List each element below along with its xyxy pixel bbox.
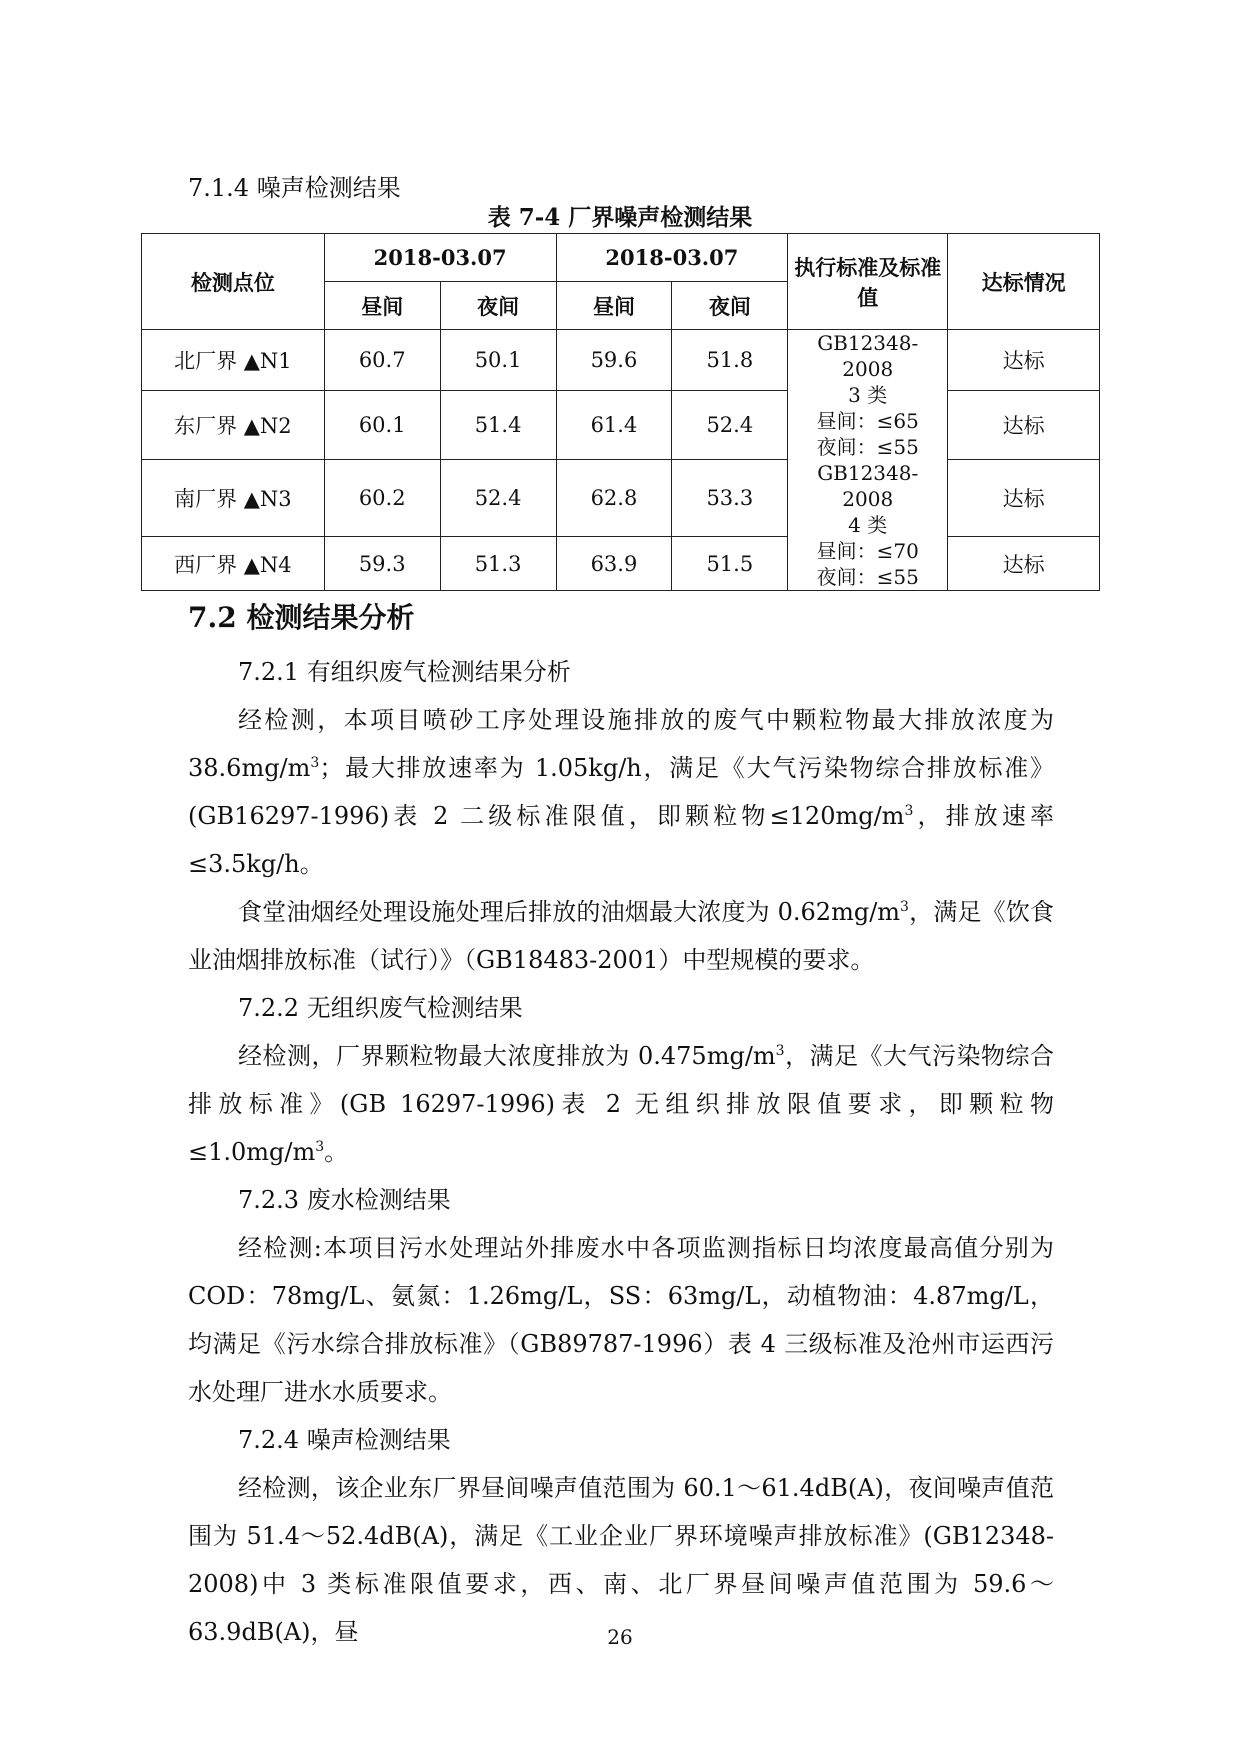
header-day-2: 昼间 [556, 282, 672, 330]
cell-status: 达标 [948, 330, 1100, 391]
header-status: 达标情况 [948, 234, 1100, 330]
cell-value: 62.8 [556, 460, 672, 537]
paragraph-kitchen-fume: 食堂油烟经处理设施处理后排放的油烟最大浓度为 $0.62mg/m^3$，满足《饮食业油烟排放标准（试行）》（GB18483-2001）中型规模的要求。 [188, 898, 1055, 974]
cell-status: 达标 [948, 537, 1100, 591]
cell-value: 63.9 [556, 537, 672, 591]
cell-point: 西厂界 ▲N4 [142, 537, 325, 591]
paragraph-noise: 经检测，该企业东厂界昼间噪声值范围为 60.1～61.4dB(A)，夜间噪声值范围为 51.4～52.4dB(A)，满足《工业企业厂界环境噪声排放标准》(GB12348-2008)中 3 类标准限值要求，西、南、北厂界昼间噪声值范围为 59.6～63.9dB(A)，昼 [188, 1474, 1054, 1646]
cell-point: 南厂界 ▲N3 [142, 460, 325, 537]
paragraph-fugitive-emission: 经检测，厂界颗粒物最大浓度排放为 $0.475mg/m^3$，满足《大气污染物综合排放标准》(GB 16297-1996)表 2 无组织排放限值要求，即颗粒物$\le 1.0mg/m^3$。 [188, 1042, 1055, 1166]
table-caption: 表 7-4 厂界噪声检测结果 [487, 204, 753, 231]
section-heading-7-2: 7.2 检测结果分析 [188, 601, 415, 634]
header-standard: 执行标准及标准值 [788, 234, 948, 330]
table-row [142, 330, 1100, 391]
cell-point: 东厂界 ▲N2 [142, 391, 325, 460]
cell-standard [788, 330, 948, 591]
cell-value: 59.3 [324, 537, 440, 591]
standard-line: 昼间：≤70 [816, 539, 919, 563]
header-date-1: 2018-03.07 [324, 234, 556, 282]
cell-value: 52.4 [440, 460, 556, 537]
standard-line: 夜间：≤55 [816, 435, 919, 459]
table-row [142, 537, 1100, 591]
standard-line: 4 类 [848, 513, 888, 537]
table-row [142, 391, 1100, 460]
table-row [142, 460, 1100, 537]
subsection-heading-7-2-1: 7.2.1 有组织废气检测结果分析 [238, 658, 571, 686]
cell-value: 52.4 [672, 391, 788, 460]
paragraph-organized-emission: 经检测，本项目喷砂工序处理设施排放的废气中颗粒物最大排放浓度为 $38.6mg/m^3$；最大排放速率为 1.05kg/h，满足《大气污染物综合排放标准》(GB16297-1996)表 2 二级标准限值，即颗粒物$\le 120mg/m^3$，排放速率≤3.5kg/h。 [188, 706, 1055, 878]
subsection-heading-7-2-3: 7.2.3 废水检测结果 [238, 1186, 451, 1214]
cell-value: 60.2 [324, 460, 440, 537]
cell-value: 59.6 [556, 330, 672, 391]
cell-status: 达标 [948, 460, 1100, 537]
paragraph-wastewater: 经检测:本项目污水处理站外排废水中各项监测指标日均浓度最高值分别为 COD：78mg/L、氨氮：1.26mg/L，SS：63mg/L，动植物油：4.87mg/L，均满足《污水综合排放标准》（GB89787-1996）表 4 三级标准及沧州市运西污水处理厂进水水质要求。 [188, 1234, 1054, 1406]
header-night-1: 夜间 [440, 282, 556, 330]
cell-status: 达标 [948, 391, 1100, 460]
standard-line: 昼间：≤65 [816, 409, 919, 433]
cell-value: 53.3 [672, 460, 788, 537]
subsection-heading-7-2-2: 7.2.2 无组织废气检测结果 [238, 994, 523, 1022]
standard-line: GB12348-2008 [817, 461, 919, 511]
cell-value: 60.7 [324, 330, 440, 391]
header-day-1: 昼间 [324, 282, 440, 330]
cell-value: 51.3 [440, 537, 556, 591]
cell-value: 51.8 [672, 330, 788, 391]
cell-point: 北厂界 ▲N1 [142, 330, 325, 391]
subsection-heading-7-2-4: 7.2.4 噪声检测结果 [238, 1426, 451, 1454]
header-point: 检测点位 [142, 234, 325, 330]
standard-line: 3 类 [848, 383, 888, 407]
standard-line: GB12348-2008 [817, 331, 919, 381]
cell-value: 51.4 [440, 391, 556, 460]
cell-value: 50.1 [440, 330, 556, 391]
standard-line: 夜间：≤55 [816, 565, 919, 589]
cell-value: 61.4 [556, 391, 672, 460]
noise-results-table [141, 233, 1100, 591]
header-night-2: 夜间 [672, 282, 788, 330]
cell-value: 60.1 [324, 391, 440, 460]
header-date-2: 2018-03.07 [556, 234, 788, 282]
page-number: 26 [607, 1625, 633, 1649]
analysis-body [188, 648, 1054, 1656]
section-heading-7-1-4: 7.1.4 噪声检测结果 [188, 174, 401, 202]
cell-value: 51.5 [672, 537, 788, 591]
